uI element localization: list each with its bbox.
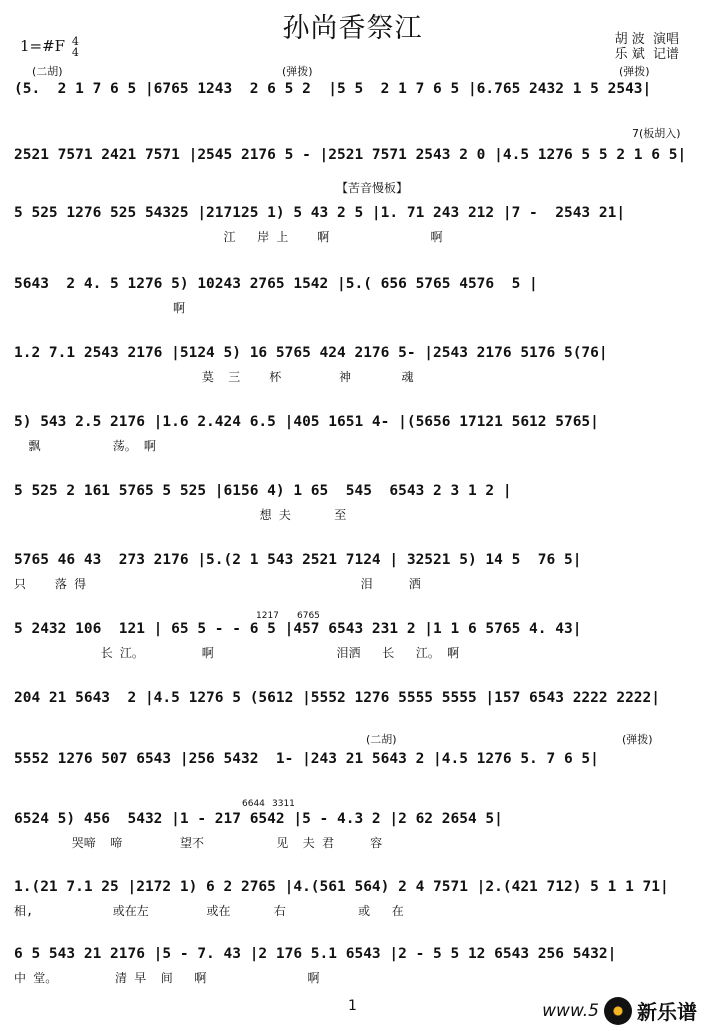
credits <box>615 32 679 62</box>
section-mark: 【苦音慢板】 <box>336 181 409 195</box>
notation-line: 6 5 543 21 2176 |5 - 7. 43 |2 176 5.1 6543 |2 - 5 5 12 6543 256 5432| <box>14 946 617 962</box>
notation-line: 5552 1276 507 6543 |256 5432 1- |243 21 5643 2 |4.5 1276 5. 7 6 5| <box>14 751 599 767</box>
lyrics-line: 想 夫 至 <box>14 508 347 522</box>
key-signature <box>20 36 79 58</box>
lyrics-line: 江 岸 上 啊 啊 <box>14 230 443 244</box>
notation-line: 5 525 1276 525 54325 |217125 1) 5 43 2 5 |1. 71 243 212 |7 - 2543 21| <box>14 205 626 221</box>
key-label: 1=#F <box>20 37 66 55</box>
annotation-tanbo-3: (弹拨) <box>622 733 653 746</box>
time-signature <box>72 36 79 58</box>
page-number: 1 <box>348 998 357 1014</box>
score-line-12 <box>14 799 690 850</box>
annotation-grace-3: 6644 <box>242 799 265 809</box>
annotation-grace-4: 3311 <box>272 799 295 809</box>
annotation-erhu-2: (二胡) <box>366 733 397 746</box>
notation-line: 5643 2 4. 5 1276 5) 10243 2765 1542 |5.( 656 5765 4576 5 | <box>14 276 538 292</box>
notation-line: 6524 5) 456 5432 |1 - 217 6542 |5 - 4.3 2 |2 62 2654 5| <box>14 811 503 827</box>
site-url: www.5 <box>542 1000 599 1021</box>
lyrics-line: 中 堂。 清 早 间 啊 啊 <box>14 971 320 985</box>
lyrics-line: 啊 <box>14 301 185 315</box>
annotation-grace-2: 6765 <box>297 611 320 621</box>
time-top: 4 <box>71 35 79 48</box>
annotation-tanbo-2: (弹拨) <box>619 65 650 78</box>
site-watermark <box>542 996 697 1025</box>
score-line-14 <box>14 945 690 985</box>
score-line-5 <box>14 344 690 384</box>
notation-line: 1.2 7.1 2543 2176 |5124 5) 16 5765 424 2176 5- |2543 2176 5176 5(76| <box>14 345 608 361</box>
score-line-6 <box>14 413 690 453</box>
score-line-4 <box>14 275 690 315</box>
transcriber-credit: 乐 斌 记谱 <box>614 47 679 62</box>
record-disc-icon <box>604 997 632 1025</box>
score-line-9 <box>14 611 690 660</box>
annotation-tanbo: (弹拨) <box>282 65 313 78</box>
notation-line: 5 2432 106 121 | 65 5 - - 6 5 |457 6543 231 2 |1 1 6 5765 4. 43| <box>14 621 582 637</box>
notation-line: 2521 7571 2421 7571 |2545 2176 5 - |2521 7571 2543 2 0 |4.5 1276 5 5 2 1 6 5| <box>14 147 687 163</box>
lyrics-line: 相, 或在左 或在 右 或 在 <box>14 904 404 918</box>
lyrics-line: 长 江。 啊 泪洒 长 江。 啊 <box>14 646 460 660</box>
notation-line: 5) 543 2.5 2176 |1.6 2.424 6.5 |405 1651 4- |(5656 17121 5612 5765| <box>14 414 599 430</box>
lyrics-line: 飘 荡。 啊 <box>14 439 156 453</box>
annotation-erhu: (二胡) <box>32 65 63 78</box>
lyrics-line: 哭啼 啼 望不 见 夫 君 容 <box>14 836 383 850</box>
score-line-3 <box>14 181 690 244</box>
notation-line: (5. 2 1 7 6 5 |6765 1243 2 6 5 2 |5 5 2 1 7 6 5 |6.765 2432 1 5 2543| <box>14 81 652 97</box>
notation-line: 5 525 2 161 5765 5 525 |6156 4) 1 65 545 6543 2 3 1 2 | <box>14 483 512 499</box>
time-bottom: 4 <box>71 46 79 59</box>
score-line-11 <box>14 733 690 780</box>
notation-line: 5765 46 43 273 2176 |5.(2 1 543 2521 7124 | 32521 5) 14 5 76 5| <box>14 552 582 568</box>
performer-credit: 胡 波 演唱 <box>614 32 679 47</box>
annotation-grace-1: 1217 <box>256 611 279 621</box>
score-line-1 <box>14 65 690 110</box>
score-line-10 <box>14 689 690 719</box>
score-line-13 <box>14 878 690 918</box>
notation-line: 1.(21 7.1 25 |2172 1) 6 2 2765 |4.(561 564) 2 4 7571 |2.(421 712) 5 1 1 71| <box>14 879 669 895</box>
score-line-7 <box>14 482 690 522</box>
score-line-8 <box>14 551 690 591</box>
lyrics-line: 只 落 得 泪 洒 <box>14 577 421 591</box>
lyrics-line: 莫 三 杯 神 魂 <box>14 370 414 384</box>
score-line-2 <box>14 127 690 176</box>
annotation-banhu: 7(板胡入) <box>632 127 681 140</box>
site-brand: 新乐谱 <box>637 1000 697 1024</box>
notation-line: 204 21 5643 2 |4.5 1276 5 (5612 |5552 1276 5555 5555 |157 6543 2222 2222| <box>14 690 661 706</box>
song-title: 孙尚香祭江 <box>282 13 423 44</box>
